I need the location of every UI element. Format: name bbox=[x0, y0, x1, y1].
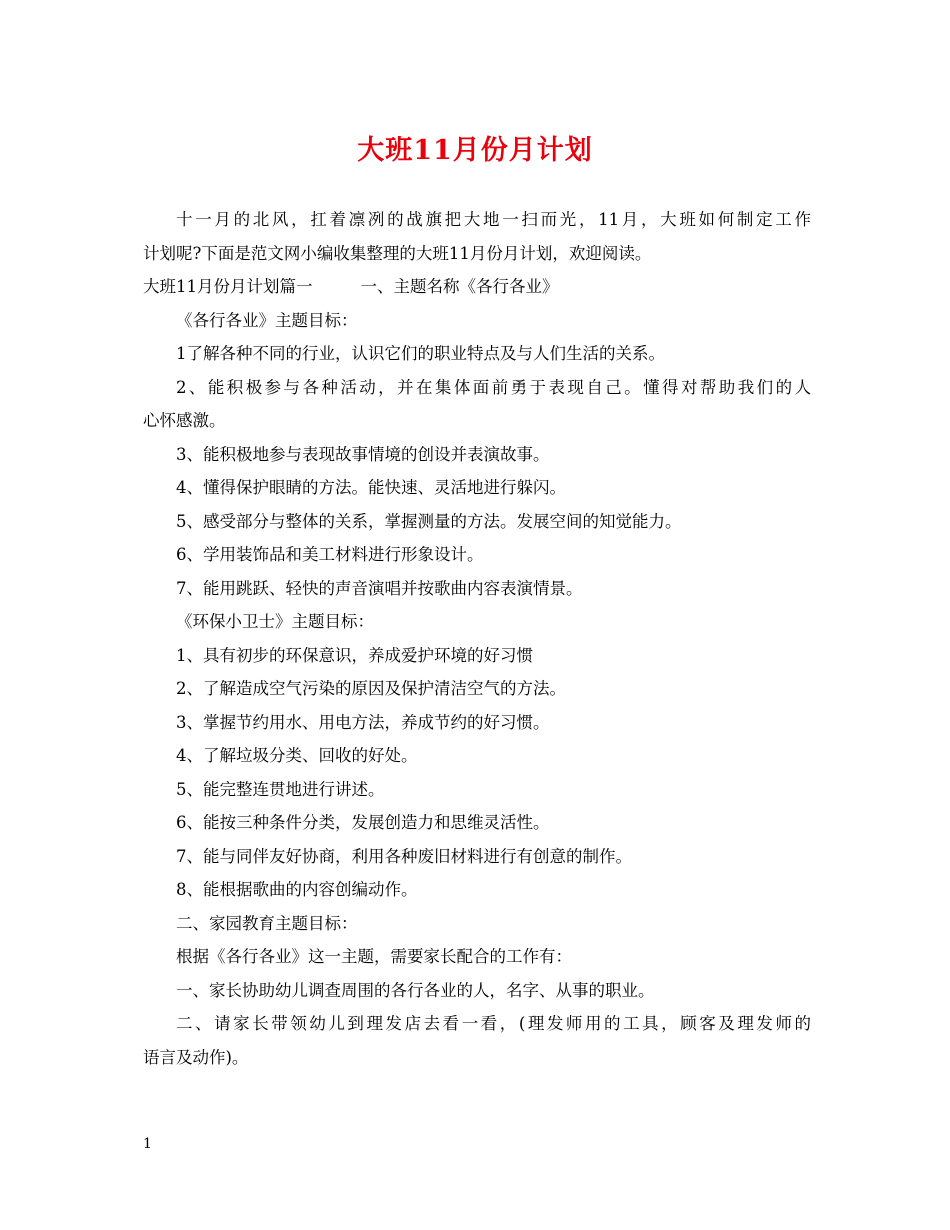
theme-name: 一、主题名称《各行各业》 bbox=[360, 277, 559, 296]
theme1-goal: 3、能积极地参与表现故事情境的创设并表演故事。 bbox=[176, 444, 550, 464]
theme1-goal-continuation: 心怀感激。 bbox=[143, 411, 226, 430]
theme1-goal: 4、懂得保护眼睛的方法。能快速、灵活地进行躲闪。 bbox=[176, 478, 566, 497]
theme2-heading: 《环保小卫士》主题目标： bbox=[176, 612, 374, 631]
theme2-goal: 3、掌握节约用水、用电方法，养成节约的好习惯。 bbox=[176, 712, 550, 732]
document-body bbox=[143, 203, 811, 1074]
theme1-goal: 7、能用跳跃、轻快的声音演唱并按歌曲内容表演情景。 bbox=[176, 578, 583, 598]
theme1-goal: 2、能积极参与各种活动，并在集体面前勇于表现自己。懂得对帮助我们的人 bbox=[176, 377, 811, 397]
intro-paragraph-line: 十一月的北风，扛着凛冽的战旗把大地一扫而光，11月，大班如何制定工作 bbox=[176, 210, 811, 229]
intro-paragraph-line: 计划呢?下面是范文网小编收集整理的大班11月份月计划，欢迎阅读。 bbox=[143, 243, 652, 263]
home-education-intro: 根据《各行各业》这一主题，需要家长配合的工作有： bbox=[176, 947, 572, 966]
theme2-goal: 6、能按三种条件分类，发展创造力和思维灵活性。 bbox=[176, 813, 550, 832]
section-heading-line bbox=[143, 270, 811, 304]
home-education-item: 二、请家长带领幼儿到理发店去看一看，(理发师用的工具，顾客及理发师的 bbox=[176, 1014, 811, 1033]
page-number: 1 bbox=[143, 1136, 152, 1152]
home-education-item: 一、家长协助幼儿调查周围的各行各业的人，名字、从事的职业。 bbox=[176, 980, 655, 1000]
document-title: 大班11月份月计划 bbox=[357, 135, 593, 166]
theme1-heading: 《各行各业》主题目标： bbox=[176, 310, 358, 330]
theme2-goal: 4、了解垃圾分类、回收的好处。 bbox=[176, 746, 418, 765]
home-education-item-continuation: 语言及动作)。 bbox=[143, 1047, 249, 1067]
home-education-heading: 二、家园教育主题目标： bbox=[176, 913, 358, 933]
theme2-goal: 5、能完整连贯地进行讲述。 bbox=[176, 779, 385, 799]
theme2-goal: 8、能根据歌曲的内容创编动作。 bbox=[176, 880, 418, 899]
theme1-goal: 5、感受部分与整体的关系，掌握测量的方法。发展空间的知觉能力。 bbox=[176, 511, 682, 531]
theme1-goal: 1了解各种不同的行业，认识它们的职业特点及与人们生活的关系。 bbox=[176, 344, 665, 363]
theme2-goal: 2、了解造成空气污染的原因及保护清洁空气的方法。 bbox=[176, 679, 566, 698]
theme2-goal: 7、能与同伴友好协商，利用各种废旧材料进行有创意的制作。 bbox=[176, 846, 632, 866]
theme1-goal: 6、学用装饰品和美工材料进行形象设计。 bbox=[176, 545, 484, 564]
theme2-goal: 1、具有初步的环保意识，养成爱护环境的好习惯 bbox=[176, 645, 533, 665]
section-heading: 大班11月份月计划篇一 bbox=[143, 277, 313, 296]
